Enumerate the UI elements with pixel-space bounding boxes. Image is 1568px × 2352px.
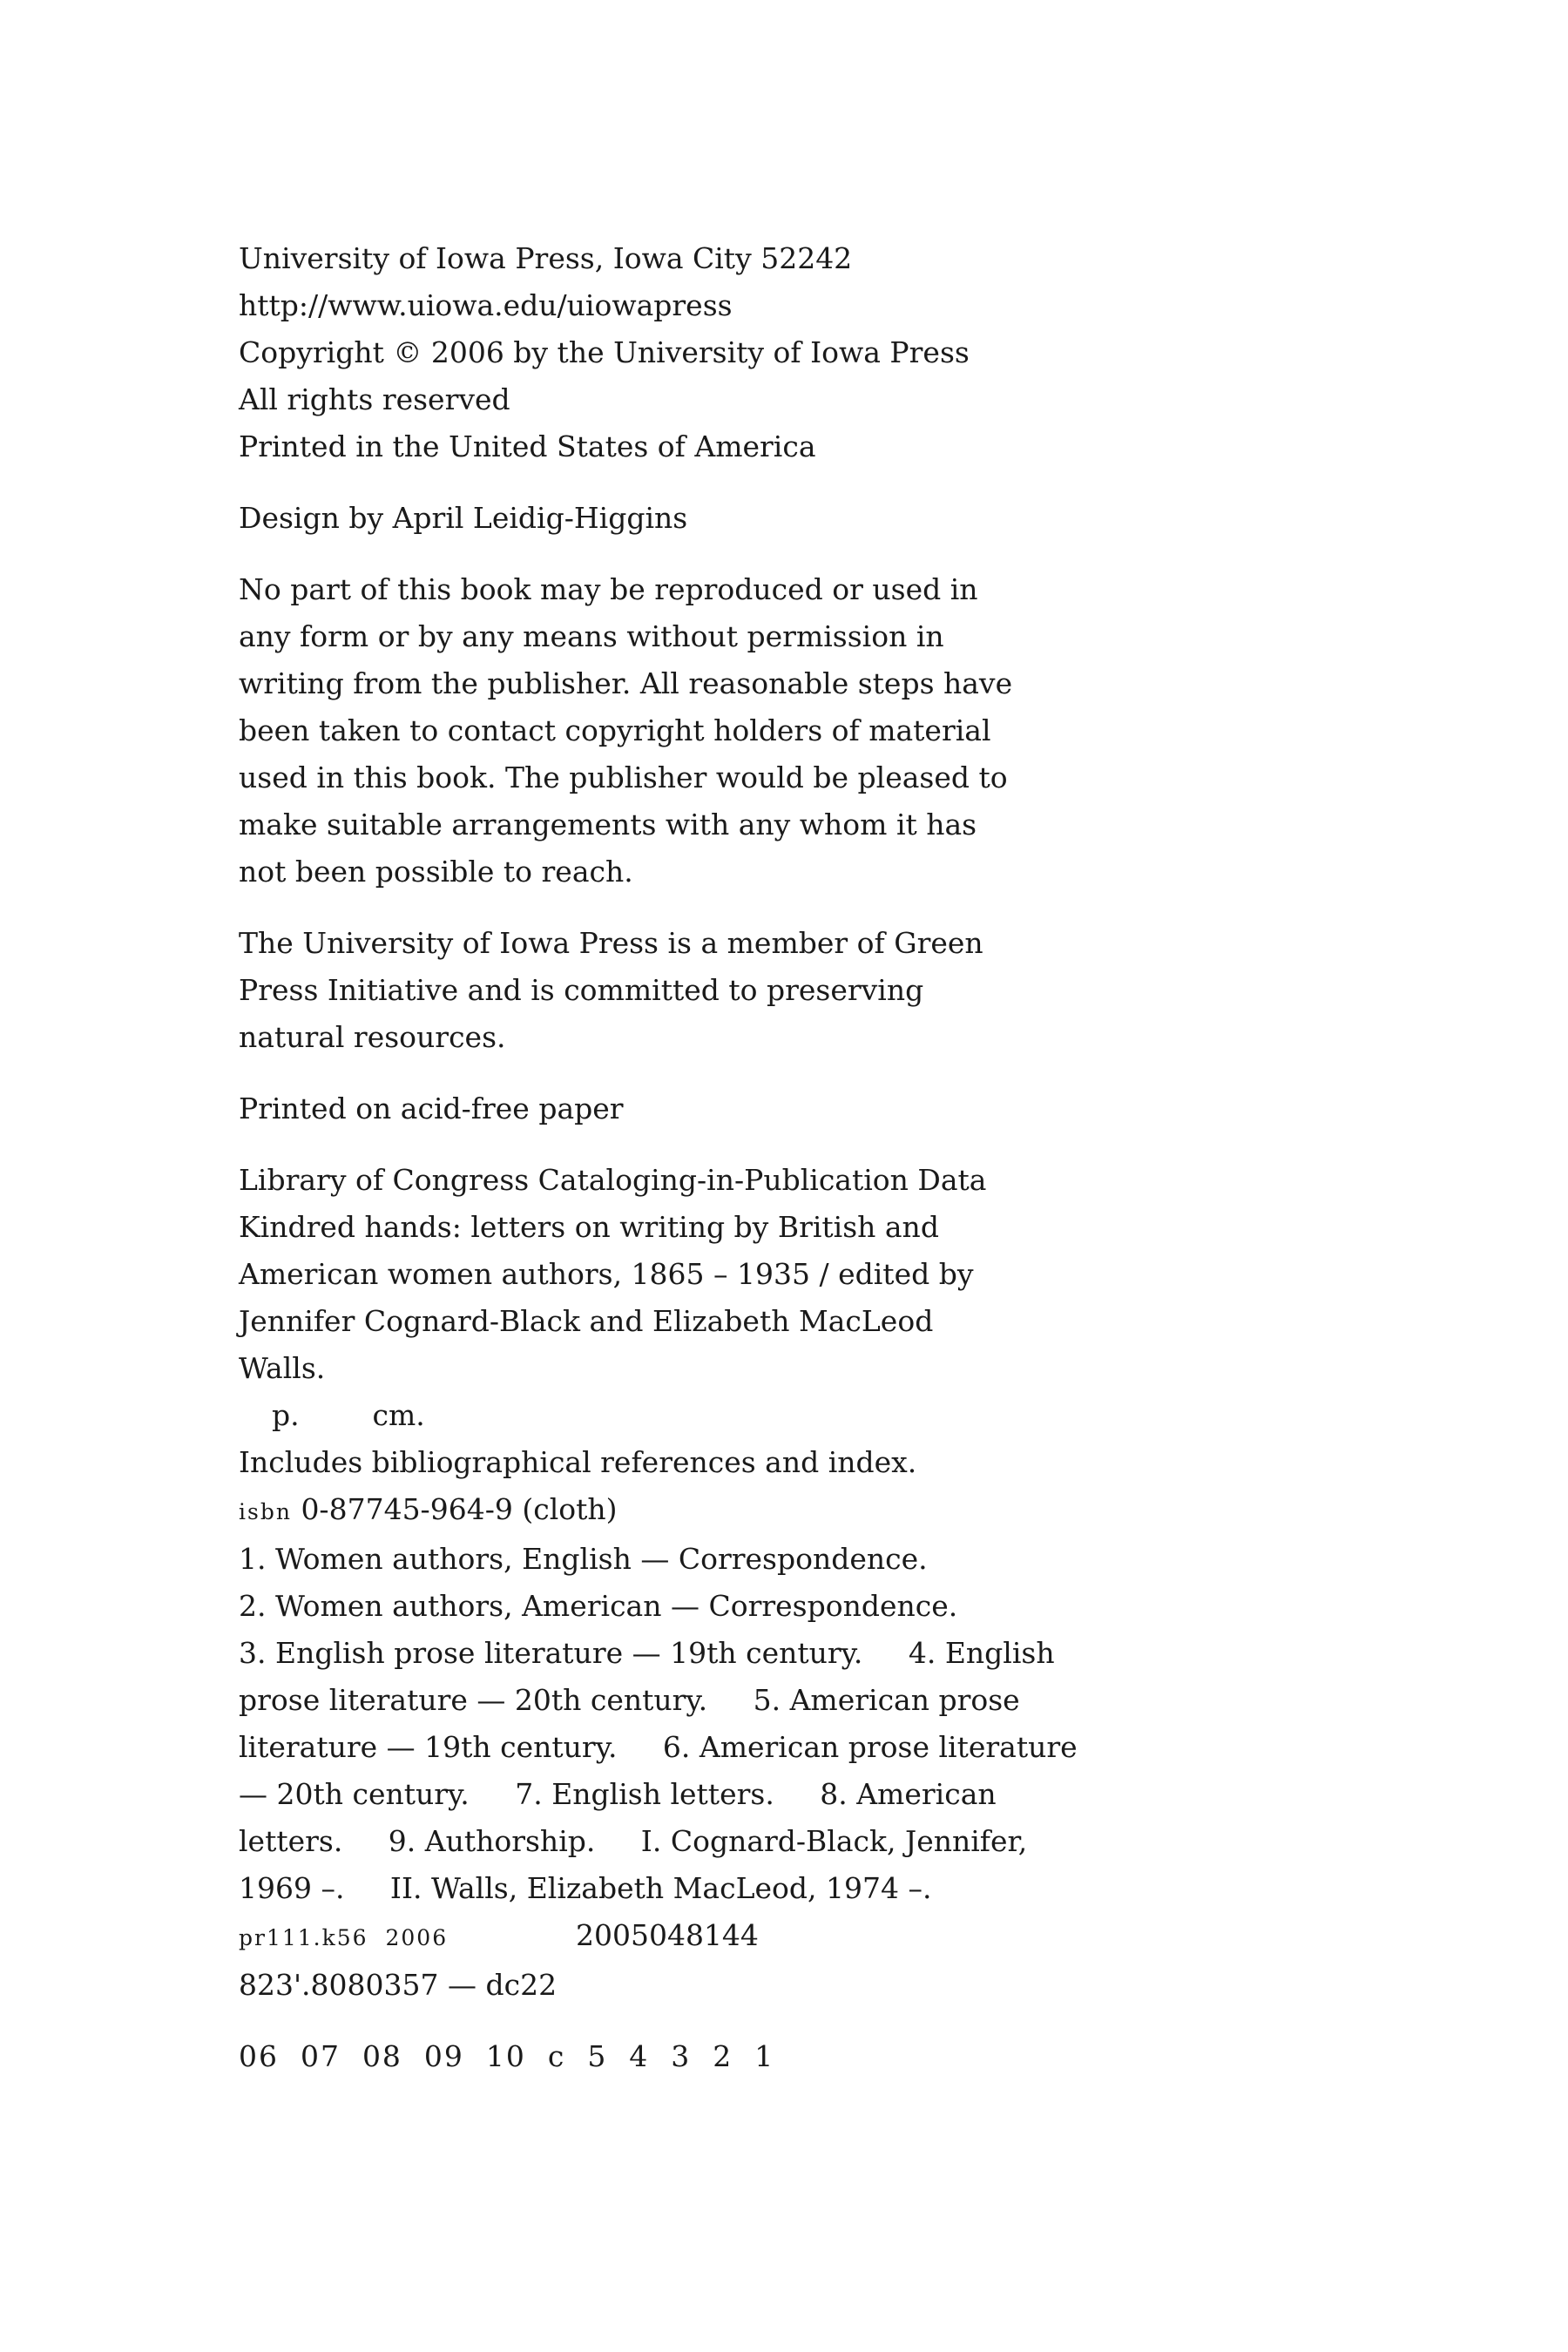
cip-title-line: Kindred hands: letters on writing by British and: [239, 1210, 939, 1244]
cip-includes: Includes bibliographical references and index.: [239, 1445, 917, 1479]
cip-subject-line: 3. English prose literature — 19th century. 4. English: [239, 1636, 1055, 1670]
rights-reserved: All rights reserved: [239, 382, 510, 416]
rights-notice-line: been taken to contact copyright holders of material: [239, 713, 991, 747]
cip-dimensions: p. cm.: [272, 1398, 425, 1432]
cip-title-line: Walls.: [239, 1351, 326, 1385]
rights-notice-line: writing from the publisher. All reasonable steps have: [239, 666, 1013, 700]
cip-heading: Library of Congress Cataloging-in-Publication Data: [239, 1163, 987, 1197]
isbn-value: 0-87745-964-9 (cloth): [301, 1492, 618, 1526]
green-press-notice: [239, 920, 988, 1061]
green-press-line: natural resources.: [239, 1020, 506, 1054]
rights-notice-line: any form or by any means without permission in: [239, 619, 944, 653]
cip-subject-line: literature — 19th century. 6. American prose literature: [239, 1730, 1078, 1764]
call-number: pr111.k56 2006: [239, 1925, 449, 1950]
rights-notice-line: No part of this book may be reproduced or used in: [239, 572, 978, 606]
lccn: 2005048144: [575, 1918, 759, 1952]
isbn-label: isbn: [239, 1499, 292, 1524]
cip-isbn: [239, 1486, 988, 1536]
printed-in: Printed in the United States of America: [239, 429, 816, 463]
cip-subject-line: letters. 9. Authorship. I. Cognard-Black, Jennifer,: [239, 1824, 1028, 1858]
green-press-line: Press Initiative and is committed to preserving: [239, 973, 924, 1007]
design-credit: Design by April Leidig-Higgins: [239, 501, 688, 535]
cip-dewey: 823'.8080357 — dc22: [239, 1968, 558, 2002]
publisher-block: [239, 235, 988, 470]
copyright-page: [239, 235, 1078, 2080]
cip-title-line: Jennifer Cognard-Black and Elizabeth MacLeod: [239, 1304, 934, 1338]
rights-notice: [239, 566, 1013, 896]
publisher-address: University of Iowa Press, Iowa City 52242: [239, 241, 853, 275]
cip-subject-line: prose literature — 20th century. 5. American prose: [239, 1683, 1020, 1717]
printing-line: 06 07 08 09 10 c 5 4 3 2 1: [239, 2039, 775, 2073]
cip-data: [239, 1157, 1078, 2009]
copyright-line: Copyright © 2006 by the University of Iowa Press: [239, 335, 970, 369]
cip-subject-line: 2. Women authors, American — Correspondence.: [239, 1589, 958, 1623]
cip-subject-line: — 20th century. 7. English letters. 8. American: [239, 1777, 997, 1811]
publisher-url[interactable]: http://www.uiowa.edu/uiowapress: [239, 288, 733, 322]
paper-note: Printed on acid-free paper: [239, 1092, 624, 1125]
green-press-line: The University of Iowa Press is a member of Green: [239, 926, 983, 960]
cip-call-number-row: [239, 1912, 988, 1962]
rights-notice-line: not been possible to reach.: [239, 855, 633, 889]
cip-title-line: American women authors, 1865 – 1935 / edited by: [239, 1257, 974, 1291]
cip-subject-line: 1. Women authors, English — Correspondence.: [239, 1542, 928, 1576]
rights-notice-line: used in this book. The publisher would be pleased to: [239, 760, 1008, 794]
rights-notice-line: make suitable arrangements with any whom it has: [239, 808, 977, 841]
cip-subject-line: 1969 –. II. Walls, Elizabeth MacLeod, 1974 –.: [239, 1871, 932, 1905]
